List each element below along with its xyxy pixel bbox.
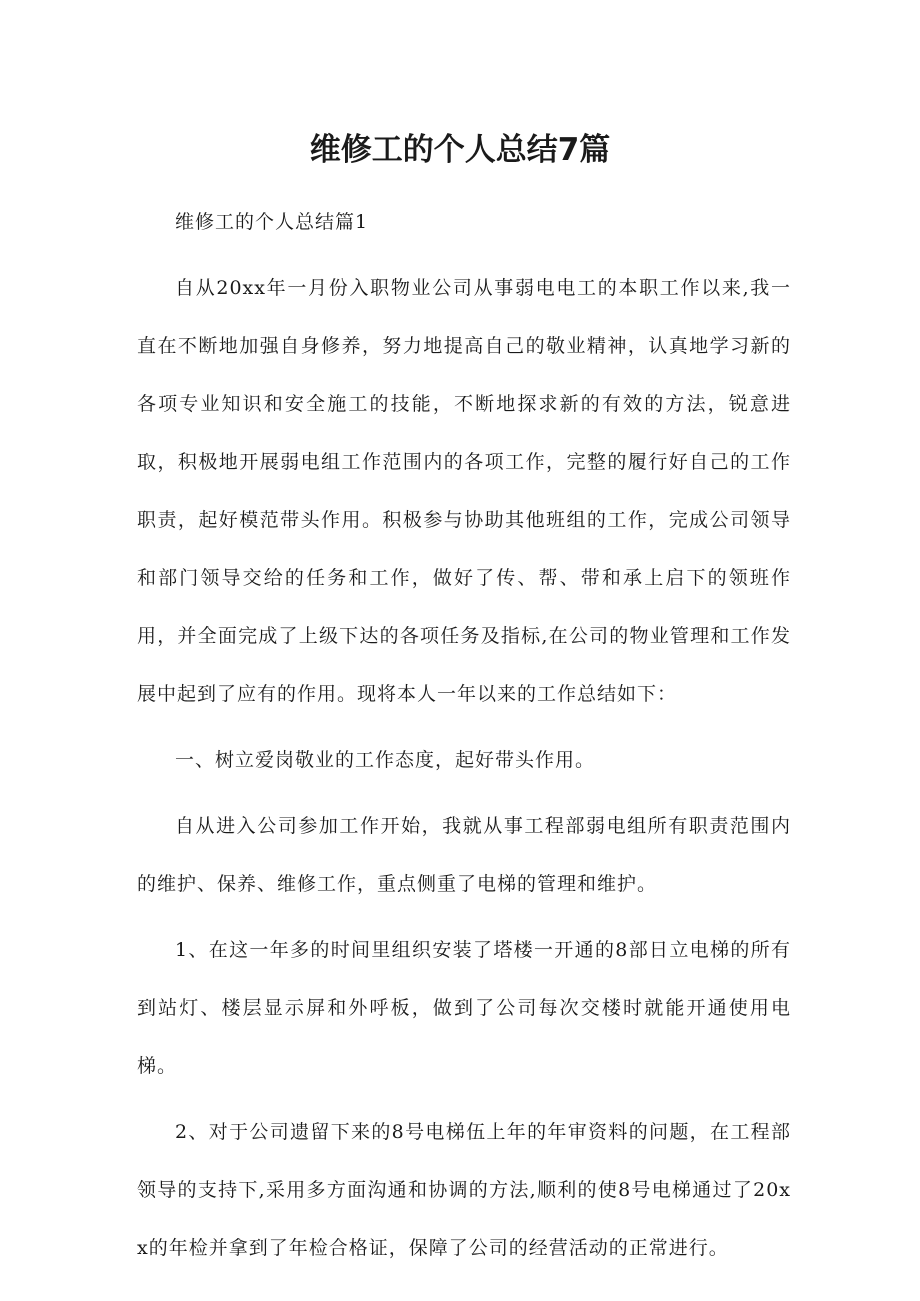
list-item: 1、在这一年多的时间里组织安装了塔楼一开通的8部日立电梯的所有到站灯、楼层显示屏和外呼板，做到了公司每次交楼时就能开通使用电梯。 [137, 939, 791, 1077]
document-body [137, 193, 791, 1277]
section-heading: 维修工的个人总结篇1 [175, 211, 369, 233]
document-title: 维修工的个人总结7篇 [309, 132, 611, 168]
body-paragraph: 自从进入公司参加工作开始，我就从事工程部弱电组所有职责范围内的维护、保养、维修工作，重点侧重了电梯的管理和维护。 [137, 815, 791, 895]
list-item: 2、对于公司遗留下来的8号电梯伍上年的年审资料的问题，在工程部领导的支持下,采用多方面沟通和协调的方法,顺利的使8号电梯通过了20xx的年检并拿到了年检合格证，保障了公司的经营活动的正常进行。 [137, 1121, 791, 1259]
subsection-heading: 一、树立爱岗敬业的工作态度，起好带头作用。 [175, 749, 596, 771]
body-paragraph: 自从20xx年一月份入职物业公司从事弱电电工的本职工作以来,我一直在不断地加强自身修养，努力地提高自己的敬业精神，认真地学习新的各项专业知识和安全施工的技能，不断地探求新的有效的方法，锐意进取，积极地开展弱电组工作范围内的各项工作，完整的履行好自己的工作职责，起好模范带头作用。积极参与协助其他班组的工作，完成公司领导和部门领导交给的任务和工作，做好了传、帮、带和承上启下的领班作用，并全面完成了上级下达的各项任务及指标,在公司的物业管理和工作发展中起到了应有的作用。现将本人一年以来的工作总结如下： [137, 277, 791, 705]
